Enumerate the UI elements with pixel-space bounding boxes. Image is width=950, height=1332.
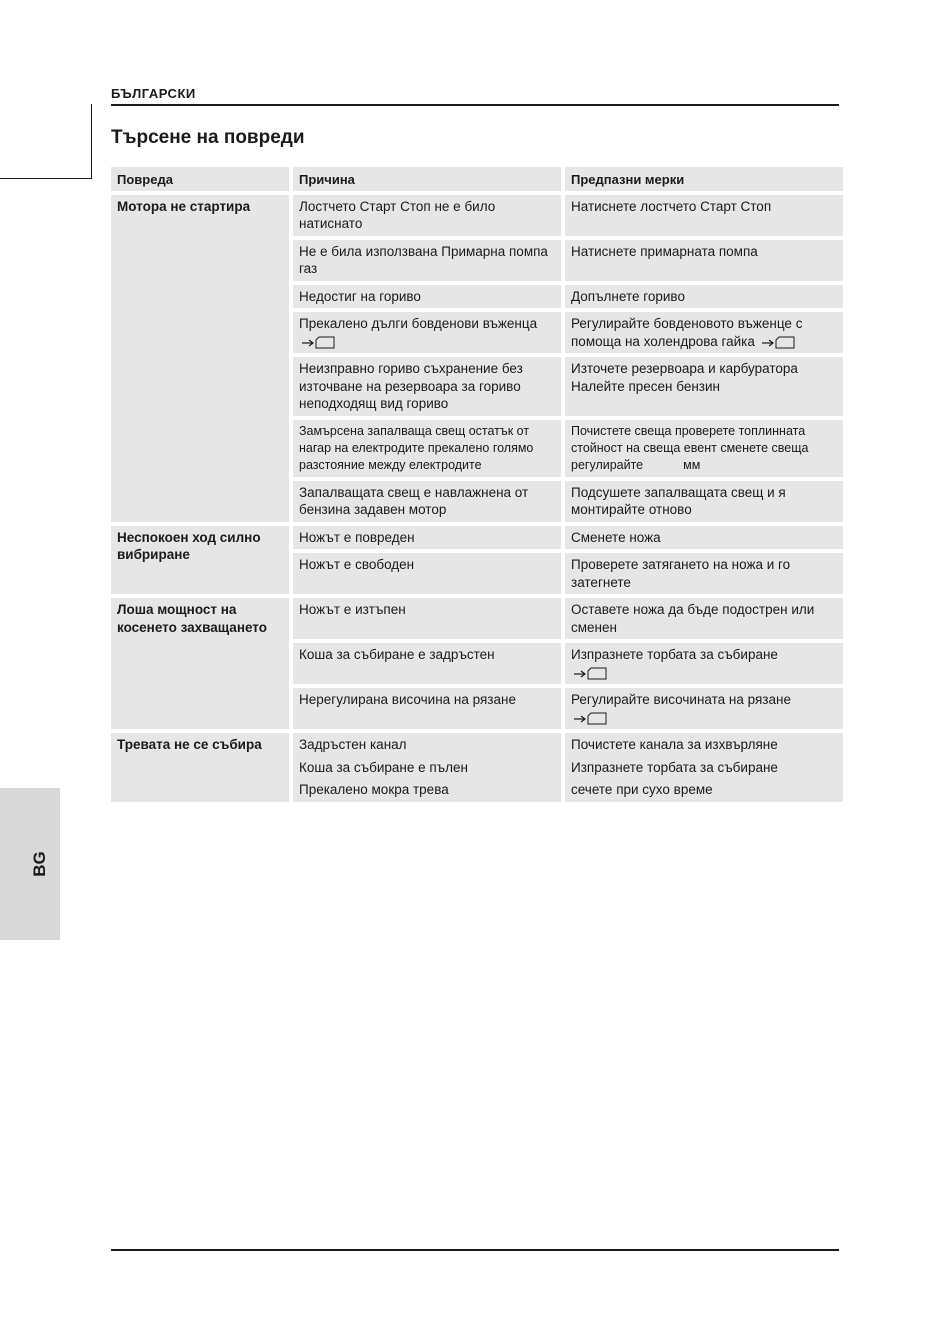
- footer-rule: [111, 1249, 839, 1251]
- cause-cell: [293, 733, 561, 802]
- remedy-cell: [565, 688, 843, 729]
- cause-cell: Недостиг на гориво: [293, 285, 561, 309]
- remedy-text: Регулирайте бовденовото въженце с помоща на холендрова гайка: [571, 316, 803, 349]
- remedy-line: сечете при сухо време: [571, 782, 713, 797]
- remedy-text: Почистете свеща проверете топлинната стойност на свеща евент сменете свеща регулирайте: [571, 423, 809, 472]
- remedy-line: Почистете канала за изхвърляне: [571, 737, 778, 752]
- page-reference-icon: [761, 335, 795, 349]
- remedy-cell: [565, 643, 843, 684]
- cause-cell: [293, 312, 561, 353]
- column-header-fault: Повреда: [111, 167, 289, 191]
- column-header-cause: Причина: [293, 167, 561, 191]
- cause-line: Задръстен канал: [299, 737, 407, 752]
- cause-cell: Ножът е повреден: [293, 526, 561, 550]
- cause-cell: Коша за събиране е задръстен: [293, 643, 561, 684]
- table-header-row: [111, 167, 843, 191]
- page-reference-icon: [573, 666, 607, 680]
- page-title: Търсене на повреди: [111, 127, 305, 148]
- cause-cell: Запалващата свещ е навлажнена от бензина задавен мотор: [293, 481, 561, 522]
- cause-cell: Неизправно гориво съхранение без източване на резервоара за гориво неподходящ вид гориво: [293, 357, 561, 416]
- language-header: БЪЛГАРСКИ: [111, 86, 196, 101]
- fault-cell: Тревата не се събира: [111, 733, 289, 802]
- cause-cell: Не е била използвана Примарна помпа газ: [293, 240, 561, 281]
- corner-box: [0, 104, 92, 179]
- remedy-text: Регулирайте височината на рязане: [571, 692, 791, 707]
- table-row: [111, 598, 843, 639]
- remedy-cell: Източете резервоара и карбуратора Налейте пресен бензин: [565, 357, 843, 416]
- table-row: [111, 195, 843, 236]
- fault-cell: Мотора не стартира: [111, 195, 289, 522]
- remedy-unit: мм: [683, 457, 701, 472]
- table-row: [111, 526, 843, 550]
- remedy-cell: Допълнете гориво: [565, 285, 843, 309]
- remedy-cell: Сменете ножа: [565, 526, 843, 550]
- cause-line: Прекалено мокра трева: [299, 782, 449, 797]
- language-side-tab-label: BG: [30, 851, 49, 877]
- remedy-cell: Оставете ножа да бъде подострен или сменен: [565, 598, 843, 639]
- cause-cell: Лостчето Старт Стоп не е било натиснато: [293, 195, 561, 236]
- fault-cell: Неспокоен ход силно вибриране: [111, 526, 289, 595]
- cause-cell: Нерегулирана височина на рязане: [293, 688, 561, 729]
- remedy-cell: Натиснете лостчето Старт Стоп: [565, 195, 843, 236]
- column-header-remedy: Предпазни мерки: [565, 167, 843, 191]
- cause-text: Прекалено дълги бовденови въженца: [299, 316, 538, 331]
- cause-cell: Ножът е свободен: [293, 553, 561, 594]
- remedy-cell: [565, 733, 843, 802]
- header-rule: [111, 104, 839, 106]
- troubleshooting-table: [107, 163, 847, 806]
- remedy-text: Изпразнете торбата за събиране: [571, 647, 778, 662]
- cause-cell: Ножът е изтъпен: [293, 598, 561, 639]
- remedy-cell: Подсушете запалващата свещ и я монтирайте отново: [565, 481, 843, 522]
- page-reference-icon: [301, 335, 335, 349]
- table-row: [111, 733, 843, 802]
- cause-line: Коша за събиране е пълен: [299, 759, 468, 775]
- remedy-cell: [565, 312, 843, 353]
- page-reference-icon: [573, 711, 607, 725]
- remedy-cell: [565, 420, 843, 477]
- remedy-line: Изпразнете торбата за събиране: [571, 759, 778, 775]
- fault-cell: Лоша мощност на косенето захващането: [111, 598, 289, 729]
- remedy-cell: Проверете затягането на ножа и го затегнете: [565, 553, 843, 594]
- remedy-cell: Натиснете примарната помпа: [565, 240, 843, 281]
- cause-cell: Замърсена запалваща свещ остатък от нагар на електродите прекалено голямо разстояние между електродите: [293, 420, 561, 477]
